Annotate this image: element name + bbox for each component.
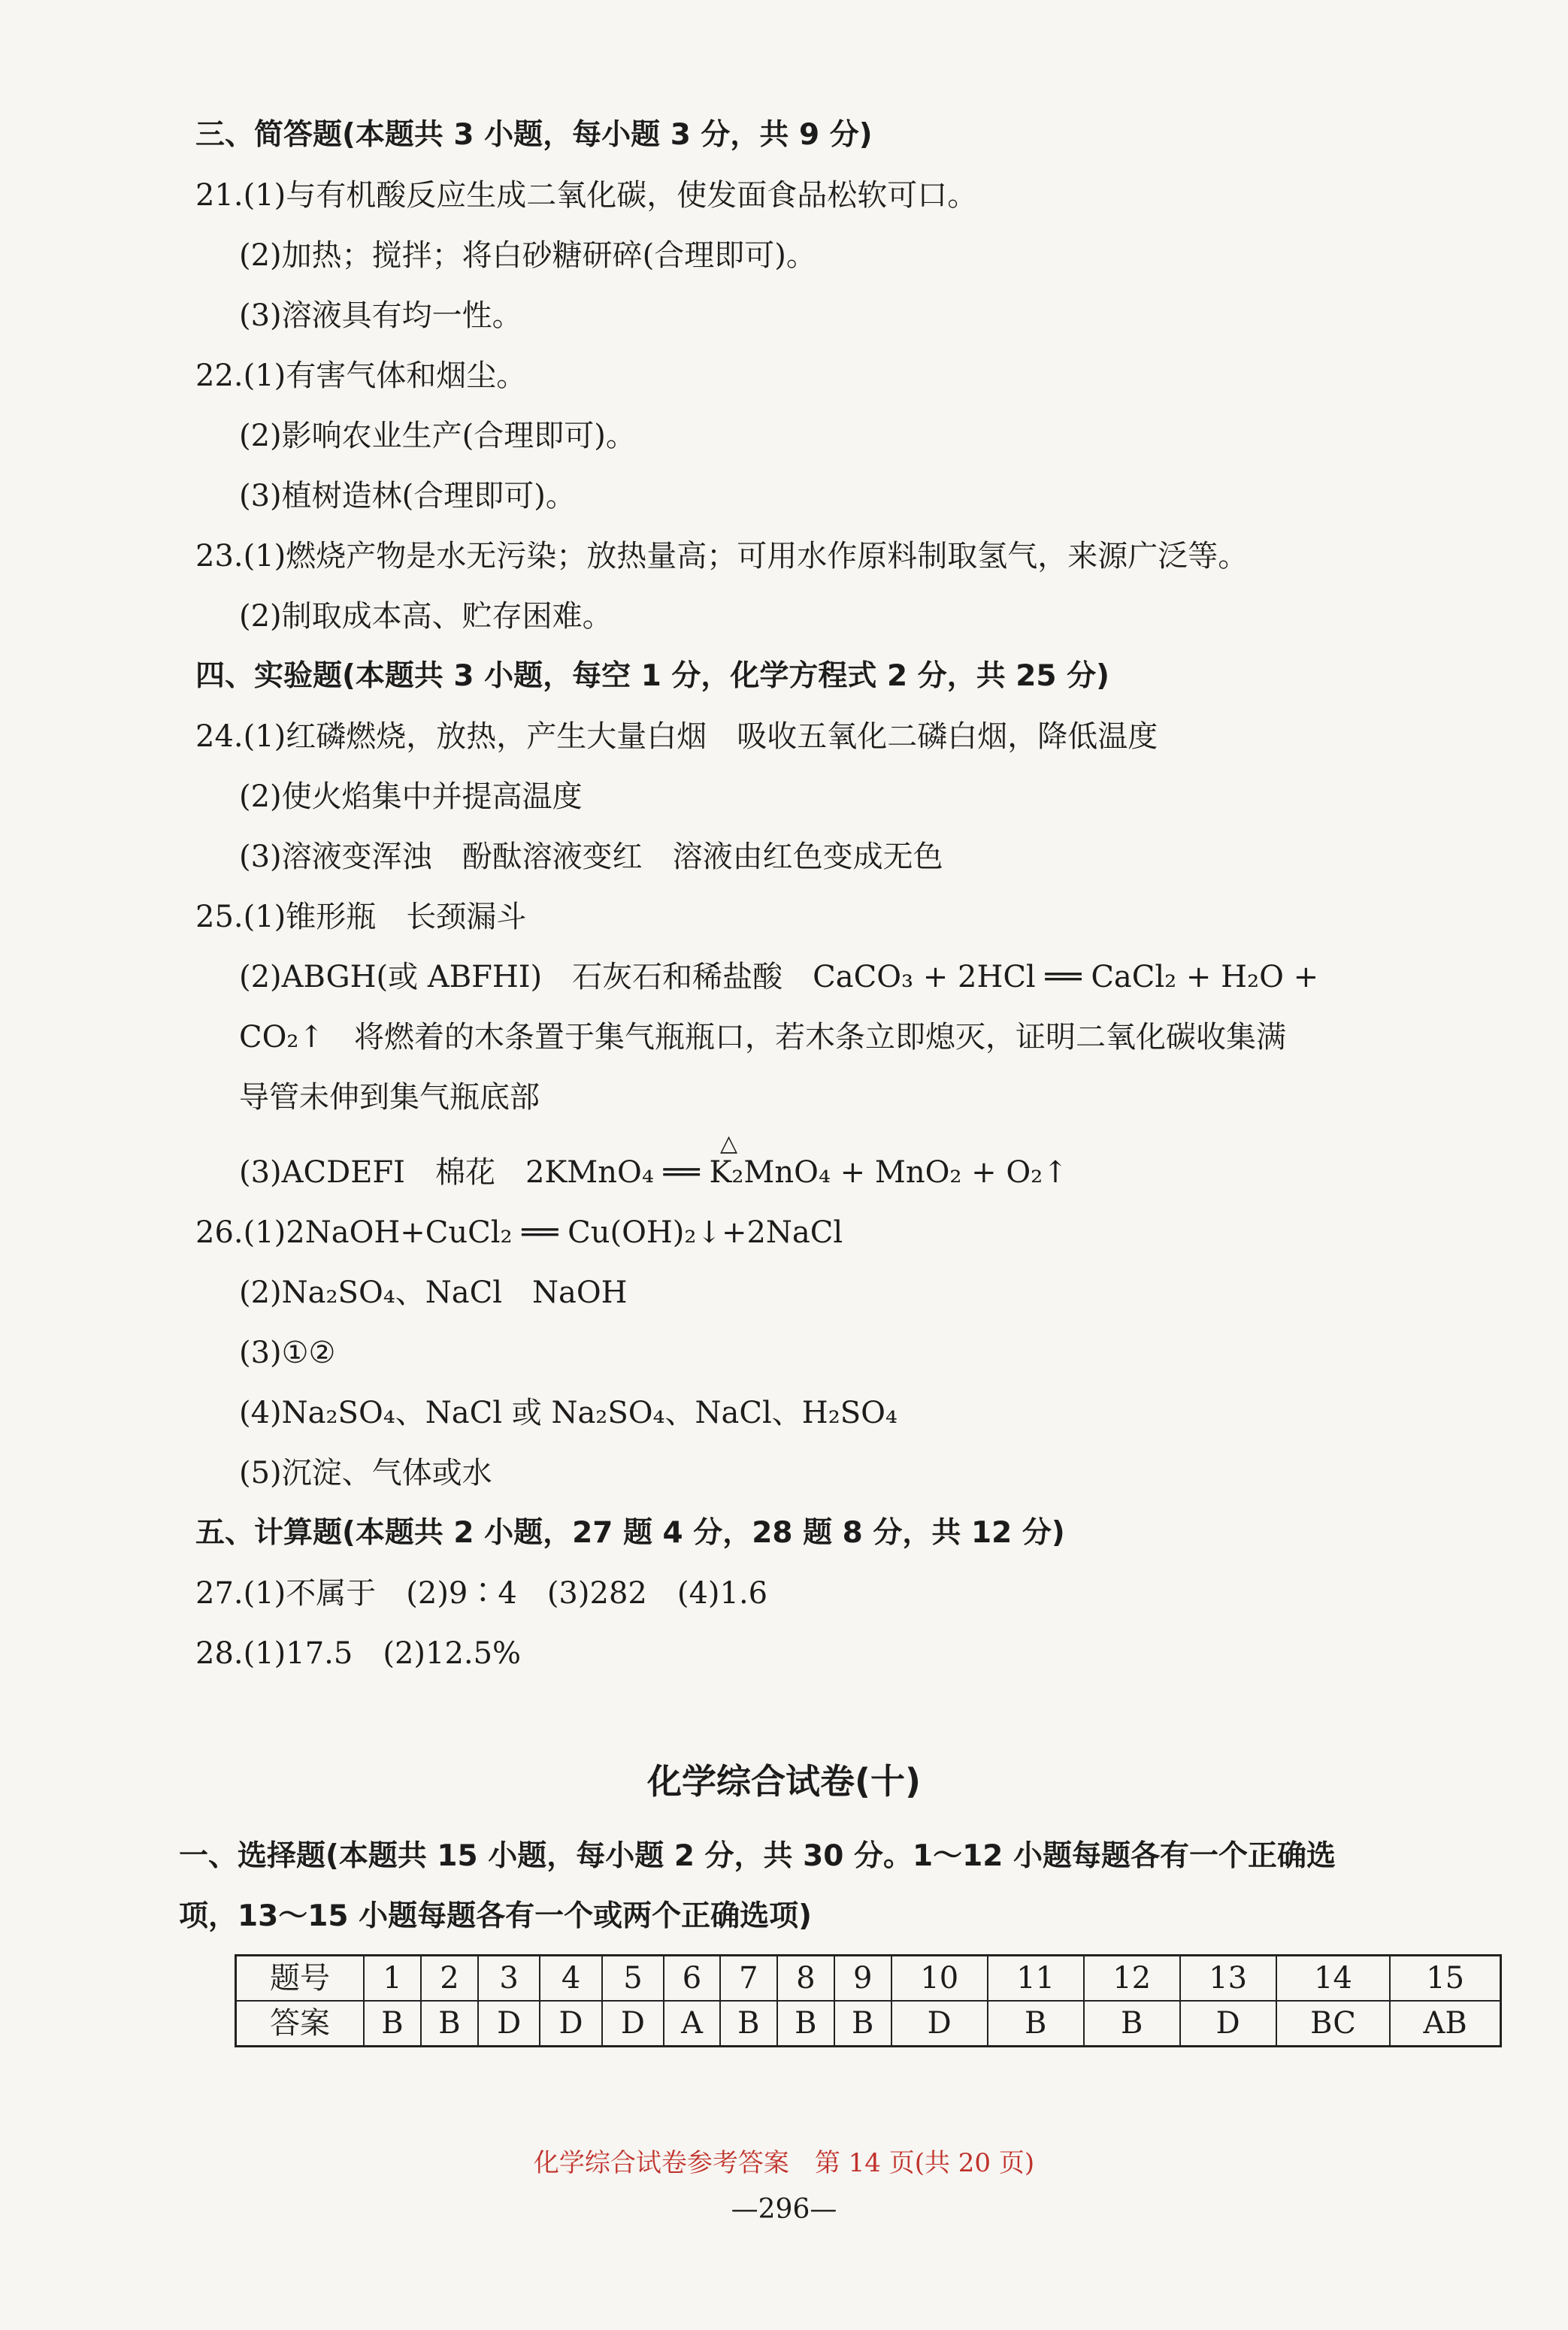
answer-line: 27.(1)不属于 (2)9∶4 (3)282 (4)1.6	[195, 1576, 768, 1611]
section-heading-1: 一、选择题(本题共 15 小题，每小题 2 分，共 30 分。1～12 小题每题各有一个正确选	[179, 1839, 1336, 1873]
table-cell: 4	[540, 1956, 601, 2002]
section-title: 化学综合试卷(十)	[646, 1761, 922, 1802]
table-cell: 11	[988, 1956, 1084, 2002]
answer-line: 26.(1)2NaOH+CuCl₂ ══ Cu(OH)₂↓+2NaCl	[195, 1215, 843, 1250]
table-row-answers	[236, 2001, 1501, 2047]
answer-line: 23.(1)燃烧产物是水无污染；放热量高；可用水作原料制取氢气，来源广泛等。	[195, 539, 1249, 573]
answer-line: CO₂↑ 将燃着的木条置于集气瓶瓶口，若木条立即熄灭，证明二氧化碳收集满	[239, 1020, 1286, 1055]
table-cell: 2	[421, 1956, 478, 2002]
answer-line: 21.(1)与有机酸反应生成二氧化碳，使发面食品松软可口。	[195, 178, 978, 213]
row-label: 题号	[236, 1956, 365, 2002]
table-cell: D	[602, 2001, 664, 2047]
table-cell: A	[664, 2001, 720, 2047]
table-cell: AB	[1390, 2001, 1500, 2047]
answer-line: (5)沉淀、气体或水	[239, 1456, 492, 1490]
table-cell: 14	[1276, 1956, 1391, 2002]
answer-line: (3)①②	[239, 1336, 336, 1370]
answer-line-equation	[239, 1130, 1523, 1203]
page-footer: 化学综合试卷参考答案 第 14 页(共 20 页)	[533, 2148, 1035, 2178]
table-cell: B	[720, 2001, 777, 2047]
table-cell: 12	[1084, 1956, 1180, 2002]
table-cell: 15	[1390, 1956, 1500, 2002]
table-cell: BC	[1276, 2001, 1391, 2047]
answer-line: 28.(1)17.5 (2)12.5%	[195, 1636, 522, 1671]
answer-line: 22.(1)有害气体和烟尘。	[195, 359, 527, 393]
answer-line: (2)Na₂SO₄、NaCl NaOH	[239, 1275, 628, 1310]
table-cell: B	[421, 2001, 478, 2047]
table-row-numbers	[236, 1956, 1501, 2002]
table-cell: 9	[834, 1956, 891, 2002]
answer-line: (2)制取成本高、贮存困难。	[239, 599, 613, 634]
answer-line: (2)加热；搅拌；将白砂糖研碎(合理即可)。	[239, 238, 816, 273]
answer-table	[235, 1954, 1502, 2047]
table-cell: D	[478, 2001, 540, 2047]
table-cell: B	[364, 2001, 421, 2047]
answer-line: (3)植树造林(合理即可)。	[239, 479, 576, 513]
equation-text: (3)ACDEFI 棉花 2KMnO₄ ══ K₂MnO₄ + MnO₂ + O₂↑	[239, 1155, 1068, 1190]
table-cell: 3	[478, 1956, 540, 2002]
section-heading-1-cont: 项，13～15 小题每题各有一个或两个正确选项)	[179, 1899, 812, 1933]
table-cell: B	[988, 2001, 1084, 2047]
heat-symbol: △	[720, 1130, 738, 1157]
answer-line: (4)Na₂SO₄、NaCl 或 Na₂SO₄、NaCl、H₂SO₄	[239, 1396, 898, 1430]
table-cell: 10	[891, 1956, 988, 2002]
table-cell: D	[540, 2001, 601, 2047]
table-cell: 6	[664, 1956, 720, 2002]
section-heading-3: 三、简答题(本题共 3 小题，每小题 3 分，共 9 分)	[195, 118, 873, 152]
section-heading-5: 五、计算题(本题共 2 小题，27 题 4 分，28 题 8 分，共 12 分)	[195, 1516, 1065, 1550]
table-cell: 13	[1180, 1956, 1276, 2002]
table-cell: D	[1180, 2001, 1276, 2047]
table-cell: D	[891, 2001, 988, 2047]
table-cell: 5	[602, 1956, 664, 2002]
answer-line: (2)使火焰集中并提高温度	[239, 779, 583, 814]
answer-line: 24.(1)红磷燃烧，放热，产生大量白烟 吸收五氧化二磷白烟，降低温度	[195, 719, 1158, 754]
table-cell: 1	[364, 1956, 421, 2002]
table-cell: 7	[720, 1956, 777, 2002]
table-cell: B	[1084, 2001, 1180, 2047]
answer-line: (3)溶液具有均一性。	[239, 298, 522, 333]
table-cell: B	[777, 2001, 834, 2047]
row-label: 答案	[236, 2001, 365, 2047]
section-heading-4: 四、实验题(本题共 3 小题，每空 1 分，化学方程式 2 分，共 25 分)	[195, 659, 1109, 693]
answer-line: 导管未伸到集气瓶底部	[239, 1080, 540, 1115]
answer-line: (2)影响农业生产(合理即可)。	[239, 419, 636, 453]
page-number: —296—	[731, 2194, 837, 2225]
answer-line: (2)ABGH(或 ABFHI) 石灰石和稀盐酸 CaCO₃ + 2HCl ══ CaCl₂ + H₂O +	[239, 960, 1319, 994]
answer-line: (3)溶液变浑浊 酚酞溶液变红 溶液由红色变成无色	[239, 840, 943, 874]
table-cell: B	[834, 2001, 891, 2047]
table-cell: 8	[777, 1956, 834, 2002]
answer-line: 25.(1)锥形瓶 长颈漏斗	[195, 900, 527, 934]
